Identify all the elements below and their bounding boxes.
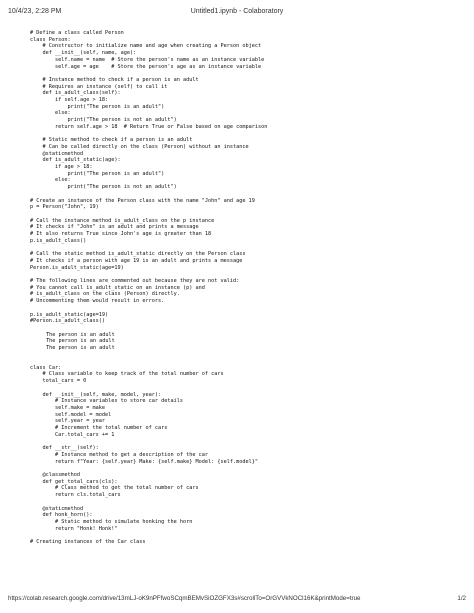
- notebook-content: [30, 30, 450, 592]
- code-cell-car-class: class Car: # Class variable to keep track of the total number of cars total_cars = 0 def __init__(self, make, model, year): # Instance variables to store car details self.make = make self.model = model self.year = year # Increment the total number of cars Car.total_cars += 1 def __str__(self): # Instance method to get a description of the car return f"Year: {self.year} Make: {self.make} Model: {self.model}" @classmethod def get_total_cars(cls): # Class method to get the total number of cars return cls.total_cars @staticmethod def honk_horn(): # Static method to simulate honking the horn return "Honk! Honk!" # Creating instances of the Car class: [30, 364, 258, 546]
- print-timestamp: 10/4/23, 2:28 PM: [8, 8, 62, 15]
- cell-output: The person is an adult The person is an adult The person is an adult: [46, 331, 115, 352]
- print-header: [8, 8, 466, 20]
- page-url: https://colab.research.google.com/drive/13mLJ-oK9nPFfwoSCqmBEMvSiOZGFX3s#scrollTo=OrGVVkNOCl16K&printMode=true: [8, 595, 361, 602]
- page-number: 1/2: [457, 595, 466, 602]
- document-title: Untitled1.ipynb - Colaboratory: [190, 8, 284, 15]
- code-cell-person-class: # Define a class called Person class Person: # Constructor to initialize name and age when creating a Person object def __init__(self, name, age): self.name = name # Store the person's name as an instance variable self.age = age # Store the person's age as an instance variable # Instance method to check if a person is an adult # Requires an instance (self) to call it def is_adult_class(self): if self.age > 18: print("The person is an adult") else: print("The person is not an adult") return self.age > 18 # Return True or False based on age comparison # Static method to check if a person is an adult # Can be called directly on the class (Person) without an instance @staticmethod def is_adult_static(age): if age > 18: print("The person is an adult") else: print("The person is not an adult") # Create an instance of the Person class with the name "John" and age 19 p = Person("John", 19) # Call the instance method is_adult_class on the p instance # It checks if "John" is an adult and prints a message # It also returns True since John's age is greater than 18 p.is_adult_class() # Call the static method is_adult_static directly on the Person class # It checks if a person with age 19 is an adult and prints a message Person.is_adult_static(age=19) # The following lines are commented out because they are not valid: # You cannot call is_adult_static on an instance (p) and # is_adult_class on the class (Person) directly. # Uncommenting them would result in errors. p.is_adult_static(age=19) #Person.is_adult_class(): [30, 30, 268, 325]
- print-footer: [8, 595, 466, 607]
